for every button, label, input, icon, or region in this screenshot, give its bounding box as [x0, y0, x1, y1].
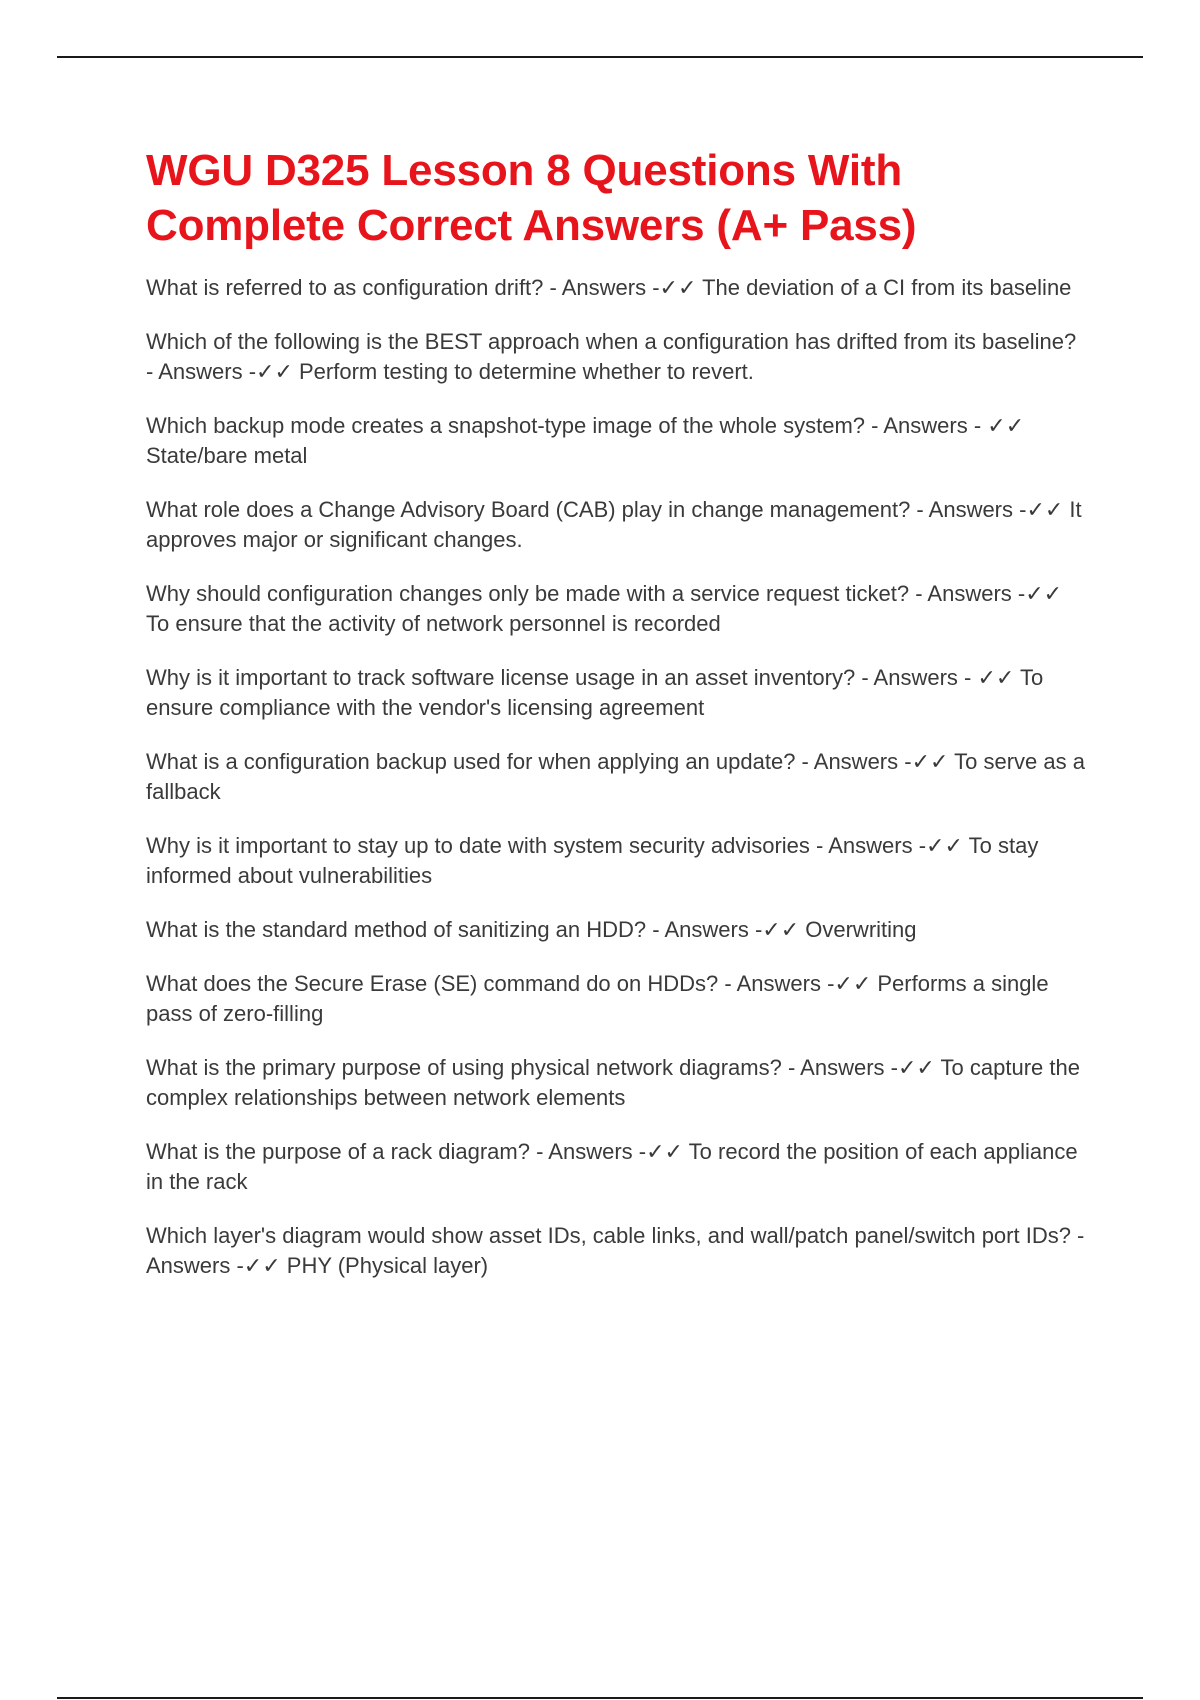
qa-item: What is the purpose of a rack diagram? - Answers -✓✓ To record the position of each appliance in the rack: [146, 1139, 1078, 1194]
qa-item: What is the primary purpose of using physical network diagrams? - Answers -✓✓ To capture the complex relationships between network elements: [146, 1055, 1080, 1110]
qa-item: Why is it important to stay up to date with system security advisories - Answers -✓✓ To stay informed about vulnerabilities: [146, 833, 1039, 888]
header-rule: [57, 56, 1143, 58]
qa-item: Which layer's diagram would show asset IDs, cable links, and wall/patch panel/switch port IDs? - Answers -✓✓ PHY (Physical layer): [146, 1223, 1085, 1278]
qa-item: Why should configuration changes only be made with a service request ticket? - Answers -✓✓ To ensure that the activity of network personnel is recorded: [146, 581, 1063, 636]
qa-item: Which of the following is the BEST approach when a configuration has drifted from its baseline? - Answers -✓✓ Perform testing to determine whether to revert.: [146, 329, 1077, 384]
qa-item: Which backup mode creates a snapshot-type image of the whole system? - Answers - ✓✓ State/bare metal: [146, 413, 1025, 468]
qa-item: What does the Secure Erase (SE) command do on HDDs? - Answers -✓✓ Performs a single pass of zero-filling: [146, 971, 1049, 1026]
document-body: [146, 143, 1086, 1305]
document-title: WGU D325 Lesson 8 Questions With Complete Correct Answers (A+ Pass): [146, 146, 917, 250]
qa-list: [146, 273, 1086, 1281]
qa-item: What is a configuration backup used for when applying an update? - Answers -✓✓ To serve as a fallback: [146, 749, 1085, 804]
qa-item: What role does a Change Advisory Board (CAB) play in change management? - Answers -✓✓ It approves major or significant changes.: [146, 497, 1082, 552]
footer-rule: [57, 1697, 1143, 1699]
qa-item: What is the standard method of sanitizing an HDD? - Answers -✓✓ Overwriting: [146, 917, 917, 942]
qa-item: Why is it important to track software license usage in an asset inventory? - Answers - ✓✓ To ensure compliance with the vendor's licensing agreement: [146, 665, 1044, 720]
qa-item: What is referred to as configuration drift? - Answers -✓✓ The deviation of a CI from its baseline: [146, 275, 1072, 300]
